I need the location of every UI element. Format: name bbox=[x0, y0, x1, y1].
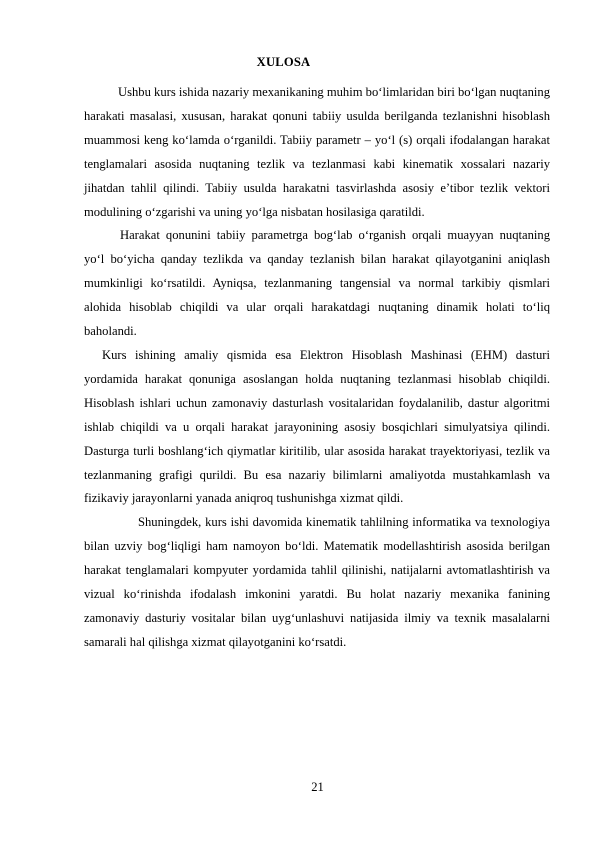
paragraph-3: Kurs ishining amaliy qismida esa Elektron Hisoblash Mashinasi (EHM) dasturi yordamida harakat qonuniga asoslangan holda nuqtaning tezlanmasi hisoblab chiqildi. Hisoblash ishlari uchun zamonaviy dasturlash vositalaridan foydalanilib, dastur algoritmi ishlab chiqildi va u orqali harakat jarayonining asosiy bosqichlari simulyatsiya qilindi. Dasturga turli boshlang‘ich qiymatlar kiritilib, ular asosida harakat trayektoriyasi, tezlik va tezlanmaning grafigi qurildi. Bu esa nazariy bilimlarni amaliyotda mustahkamlash va fizikaviy jarayonlarni yanada aniqroq tushunishga xizmat qildi. bbox=[84, 347, 550, 506]
page-number bbox=[0, 780, 595, 795]
page-number-text: 21 bbox=[311, 780, 324, 794]
paragraph-2: Harakat qonunini tabiiy parametrga bog‘lab o‘rganish orqali muayyan nuqtaning yo‘l bo‘yicha qanday tezlikda va qanday tezlanish bilan harakat qilayotganini aniqlash mumkinligi ko‘rsatildi. Ayniqsa, tezlanmaning tangensial va normal tarkibiy qismlari alohida hisoblab chiqildi va ular orqali harakatdagi nuqtaning dinamik holati to‘liq baholandi. bbox=[84, 228, 550, 339]
paragraph-4: Shuningdek, kurs ishi davomida kinematik tahlilning informatika va texnologiya bilan uzviy bog‘liqligi ham namoyon bo‘ldi. Matematik modellashtirish asosida berilgan harakat tenglamalari kompyuter yordamida tahlil qilinishi, natijalarni avtomatlashtirish va vizual ko‘rinishda ifodalash imkonini yaratdi. Bu holat nazariy mexanika fanining zamonaviy dasturiy vositalar bilan uyg‘unlashuvi natijasida ilmiy va texnik masalalarni samarali hal qilishga xizmat qilayotganini ko‘rsatdi. bbox=[84, 515, 550, 649]
document-title bbox=[0, 55, 595, 70]
paragraph-1: Ushbu kurs ishida nazariy mexanikaning muhim bo‘limlaridan biri bo‘lgan nuqtaning harakati masalasi, xususan, harakat qonuni tabiiy usulda berilganda tezlanishni hisoblash muammosi keng ko‘lamda o‘rganildi. Tabiiy parametr – yo‘l (s) orqali ifodalangan harakat tenglamalari asosida nuqtaning tezlik va tezlanmasi kabi kinematik xossalari nazariy jihatdan tahlil qilindi. Tabiiy usulda harakatni tasvirlashda asosiy e’tibor tezlik vektori modulining o‘zgarishi va uning yo‘lga nisbatan hosilasiga qaratildi. bbox=[84, 85, 550, 219]
document-body bbox=[84, 81, 550, 655]
title-text: XULOSA bbox=[256, 55, 311, 69]
